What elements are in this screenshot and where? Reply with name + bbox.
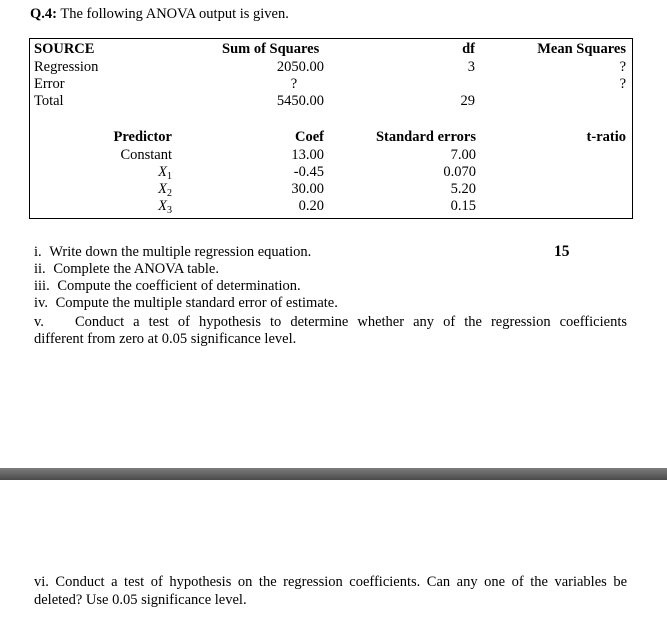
header-t-ratio: t-ratio <box>586 129 626 145</box>
predictor-x3-subscript: 3 <box>167 205 172 216</box>
predictor-x1-name: X <box>158 164 167 180</box>
coef-row-x3-predictor <box>72 198 172 216</box>
task-vi-line2: deleted? Use 0.05 significance level. <box>34 592 247 608</box>
task-i-text: Write down the multiple regression equation. <box>49 244 312 260</box>
coef-row-x3-se: 0.15 <box>450 198 476 214</box>
task-ii-num: ii. <box>34 261 46 277</box>
row-total-df: 29 <box>460 93 475 109</box>
row-regression-source: Regression <box>34 59 99 75</box>
row-regression-ms: ? <box>619 59 626 75</box>
coef-row-x2-se: 5.20 <box>450 181 476 197</box>
row-error-source: Error <box>34 76 65 92</box>
task-i <box>34 244 311 261</box>
header-source: SOURCE <box>34 41 95 57</box>
task-i-num: i. <box>34 244 42 260</box>
task-ii <box>34 261 219 278</box>
coef-row-x1-se: 0.070 <box>443 164 476 180</box>
row-regression-ss: 2050.00 <box>276 59 324 75</box>
coef-row-constant-predictor: Constant <box>120 147 172 163</box>
task-vi-line1: vi. Conduct a test of hypothesis on the regression coefficients. Can any one of the variables be <box>34 574 627 590</box>
header-sum-of-squares: Sum of Squares <box>222 41 320 57</box>
question-label: Q.4: <box>30 6 57 22</box>
coef-row-x1-coef: -0.45 <box>293 164 324 180</box>
predictor-x1-subscript: 1 <box>167 171 172 182</box>
question-text: The following ANOVA output is given. <box>60 6 289 22</box>
coef-row-constant-se: 7.00 <box>450 147 476 163</box>
task-v-text: Conduct a test of hypothesis to determine whether any of the regression coefficients <box>74 314 627 330</box>
task-iii-text: Compute the coefficient of determination. <box>57 278 301 294</box>
task-iv-text: Compute the multiple standard error of estimate. <box>55 295 338 311</box>
task-iii-num: iii. <box>34 278 50 294</box>
coef-row-x3-coef: 0.20 <box>298 198 324 214</box>
task-iii <box>34 278 301 295</box>
task-v-line1 <box>34 314 627 331</box>
row-regression-df: 3 <box>467 59 475 75</box>
marks: 15 <box>554 243 570 260</box>
row-total-ss: 5450.00 <box>276 93 324 109</box>
task-iv-num: iv. <box>34 295 48 311</box>
row-total-source: Total <box>34 93 64 109</box>
header-predictor: Predictor <box>113 129 172 145</box>
header-coef: Coef <box>295 129 324 145</box>
task-v-num: v. <box>34 314 44 330</box>
header-df: df <box>462 41 475 57</box>
page-separator <box>0 468 667 480</box>
predictor-x3-name: X <box>158 198 167 214</box>
header-mean-squares: Mean Squares <box>537 41 626 57</box>
task-v-line2: different from zero at 0.05 significance level. <box>34 331 297 347</box>
coef-row-constant-coef: 13.00 <box>291 147 324 163</box>
task-ii-text: Complete the ANOVA table. <box>53 261 219 277</box>
predictor-x2-subscript: 2 <box>167 188 172 199</box>
header-standard-errors: Standard errors <box>375 129 476 145</box>
question-heading <box>30 6 289 23</box>
task-iv <box>34 295 338 312</box>
predictor-x2-name: X <box>158 181 167 197</box>
coef-row-x2-coef: 30.00 <box>291 181 324 197</box>
row-error-ss: ? <box>290 76 298 92</box>
coef-row-x2-predictor <box>72 181 172 199</box>
row-error-ms: ? <box>619 76 626 92</box>
coef-row-x1-predictor <box>72 164 172 182</box>
